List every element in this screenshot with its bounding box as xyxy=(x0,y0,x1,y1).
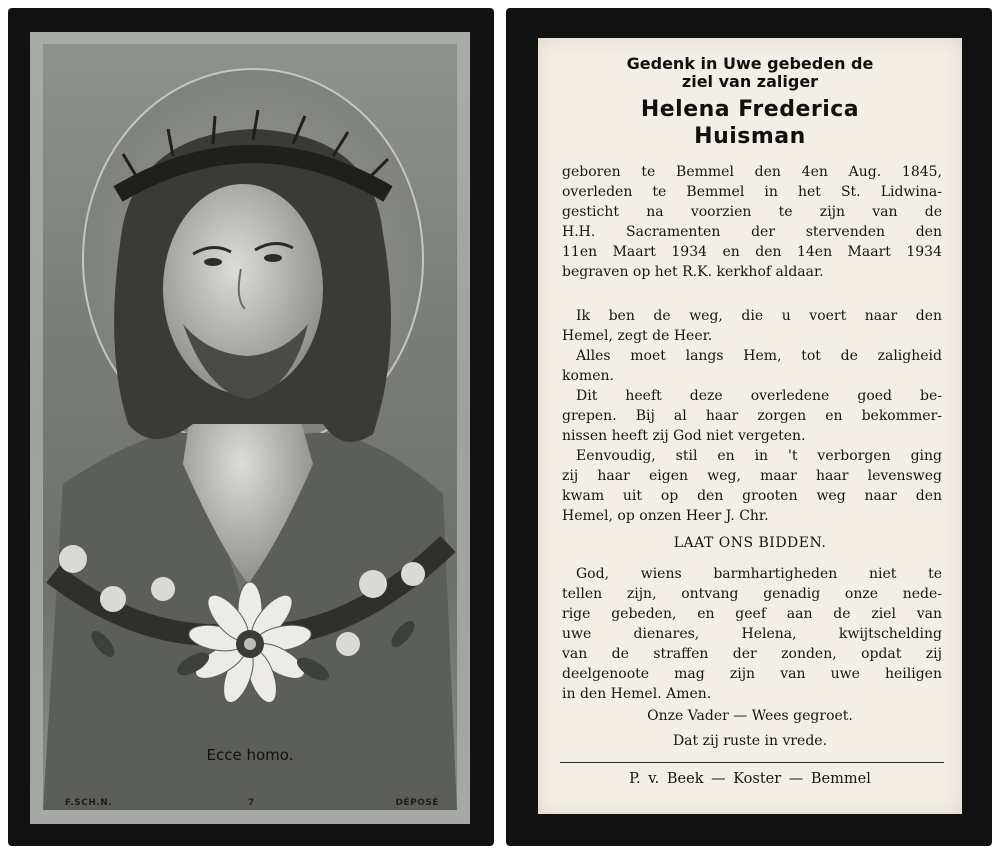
bio-line: begraven op het R.K. kerkhof aldaar. xyxy=(562,264,824,280)
reflection-line: Hemel, op onzen Heer J. Chr. xyxy=(562,508,769,524)
closing-prayers: Onze Vader — Wees gegroet. xyxy=(647,708,853,724)
prayer-line: God, wiens barmhartigheden niet te xyxy=(576,566,942,582)
printer-line: P. v. Beek — Koster — Bemmel xyxy=(629,771,871,787)
ecce-homo-illustration xyxy=(43,44,457,810)
left-card xyxy=(8,8,494,846)
prayer-line: deelgenoote mag zijn van uwe heiligen xyxy=(562,666,942,682)
reflection-line: nissen heeft zij God niet vergeten. xyxy=(562,428,806,444)
rest-in-peace: Dat zij ruste in vrede. xyxy=(672,733,828,749)
bio-line: geboren te Bemmel den 4en Aug. 1845, xyxy=(562,164,942,180)
reflection-line: zij haar eigen weg, maar haar levensweg xyxy=(562,468,942,484)
depose-mark: DÉPOSÉ xyxy=(395,798,439,808)
divider xyxy=(560,762,944,763)
biography xyxy=(562,162,942,282)
reflection-line: Alles moet langs Hem, tot de zaligheid xyxy=(576,348,942,364)
heading-line-1: Gedenk in Uwe gebeden de xyxy=(626,54,874,73)
bio-line: 11en Maart 1934 en den 14en Maart 1934 xyxy=(562,244,942,260)
reflection-line: Ik ben de weg, die u voert naar den xyxy=(576,308,942,324)
reflection xyxy=(562,306,942,526)
prayer-line: rige gebeden, en geef aan de ziel van xyxy=(562,606,942,622)
prayer-line: uwe dienares, Helena, kwijtschelding xyxy=(562,626,942,642)
reflection-line: Eenvoudig, stil en in 't verborgen ging xyxy=(576,448,942,464)
devotional-image-panel xyxy=(43,44,457,810)
reflection-line: Dit heeft deze overledene goed be- xyxy=(576,388,942,404)
bio-line: H.H. Sacramenten der stervenden den xyxy=(562,224,942,240)
image-caption: Ecce homo. xyxy=(206,746,294,764)
reflection-line: komen. xyxy=(562,368,614,384)
reflection-line: kwam uit op den grooten weg naar den xyxy=(562,488,942,504)
reflection-line: grepen. Bij al haar zorgen en bekommer- xyxy=(562,408,942,424)
prayer-heading: LAAT ONS BIDDEN. xyxy=(673,535,827,551)
deceased-name-line-1: Helena Frederica xyxy=(640,97,860,122)
deceased-name-line-2: Huisman xyxy=(694,124,806,149)
prayer xyxy=(562,564,942,704)
right-card xyxy=(506,8,992,846)
bio-line: overleden te Bemmel in het St. Lidwina- xyxy=(562,184,942,200)
heading-line-2: ziel van zaliger xyxy=(681,72,819,91)
memorial-text-panel xyxy=(538,38,962,814)
reflection-line: Hemel, zegt de Heer. xyxy=(562,328,713,344)
prayer-line: in den Hemel. Amen. xyxy=(562,686,712,702)
prayer-line: van de straffen der zonden, opdat zij xyxy=(562,646,942,662)
bio-line: gesticht na voorzien te zijn van de xyxy=(562,204,942,220)
publisher-mark: F.SCH.N. xyxy=(65,798,113,808)
prayer-line: tellen zijn, ontvang genadig onze nede- xyxy=(562,586,942,602)
card-number: 7 xyxy=(248,798,255,808)
